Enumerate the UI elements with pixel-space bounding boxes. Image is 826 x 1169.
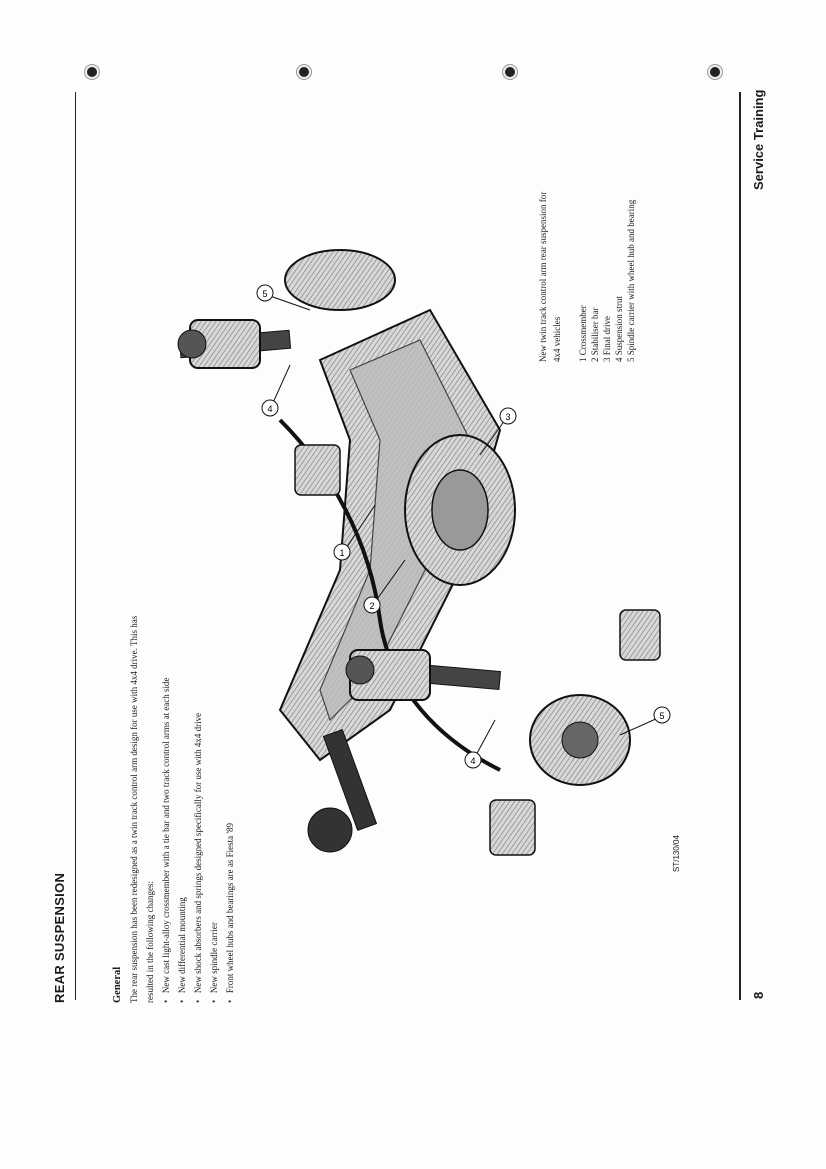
legend-item: 4 Suspension strut xyxy=(614,295,624,362)
punch-hole xyxy=(299,67,309,77)
figure-caption-2: 4x4 vehicles xyxy=(552,316,562,362)
bullet-text: Front wheel hubs and bearings are as Fiesta '89 xyxy=(225,823,235,994)
punch-hole xyxy=(87,67,97,77)
strut-bottom-shape xyxy=(346,650,500,700)
legend-item: 2 Stabiliser bar xyxy=(590,307,600,362)
punch-hole xyxy=(505,67,515,77)
punch-hole xyxy=(710,67,720,77)
bullet-glyph: • xyxy=(225,999,235,1003)
legend-item: 3 Final drive xyxy=(602,316,612,362)
bullet-text: New cast light-alloy crossmember with a tie bar and two track control arms at each side xyxy=(161,677,171,994)
intro-line-1: The rear suspension has been redesigned as a twin track control arm design for use with 4x4 drive. This has xyxy=(129,615,139,1003)
bullet-glyph: • xyxy=(177,999,187,1003)
svg-text:1: 1 xyxy=(339,548,345,558)
svg-text:3: 3 xyxy=(505,412,511,422)
bullet-item xyxy=(177,897,187,1003)
bullet-text: New differential mounting xyxy=(177,897,187,994)
callout-4-top xyxy=(262,365,290,416)
svg-text:2: 2 xyxy=(369,601,375,611)
left-rule xyxy=(75,92,76,1000)
svg-text:5: 5 xyxy=(659,711,665,721)
bullet-text: New spindle carrier xyxy=(209,922,219,994)
bullet-glyph: • xyxy=(161,999,171,1003)
legend-item: 5 Spindle carrier with wheel hub and bearing xyxy=(626,199,636,362)
figure-ref: ST/130/04 xyxy=(672,835,681,872)
callout-4-bottom xyxy=(465,720,495,768)
body-heading: General xyxy=(112,966,123,1003)
intro-line-2: resulted in the following changes: xyxy=(145,881,155,1003)
legend-item: 1 Crossmember xyxy=(578,305,588,362)
bullet-text: New shock absorbers and springs designed specifically for use with 4x4 drive xyxy=(193,712,203,994)
brand-label: Service Training xyxy=(751,89,766,190)
svg-text:5: 5 xyxy=(262,289,268,299)
section-title: REAR SUSPENSION xyxy=(52,872,67,1003)
final-drive-shape xyxy=(405,435,515,585)
svg-text:4: 4 xyxy=(470,756,476,766)
right-rule xyxy=(739,92,741,1000)
bullet-glyph: • xyxy=(209,999,219,1003)
bullet-glyph: • xyxy=(193,999,203,1003)
figure-caption-1: New twin track control arm rear suspension for xyxy=(538,191,548,362)
page-number: 8 xyxy=(751,991,766,999)
svg-text:4: 4 xyxy=(267,404,273,414)
strut-top-shape xyxy=(178,320,291,368)
bullet-item xyxy=(209,922,219,1003)
suspension-illustration xyxy=(170,240,690,880)
